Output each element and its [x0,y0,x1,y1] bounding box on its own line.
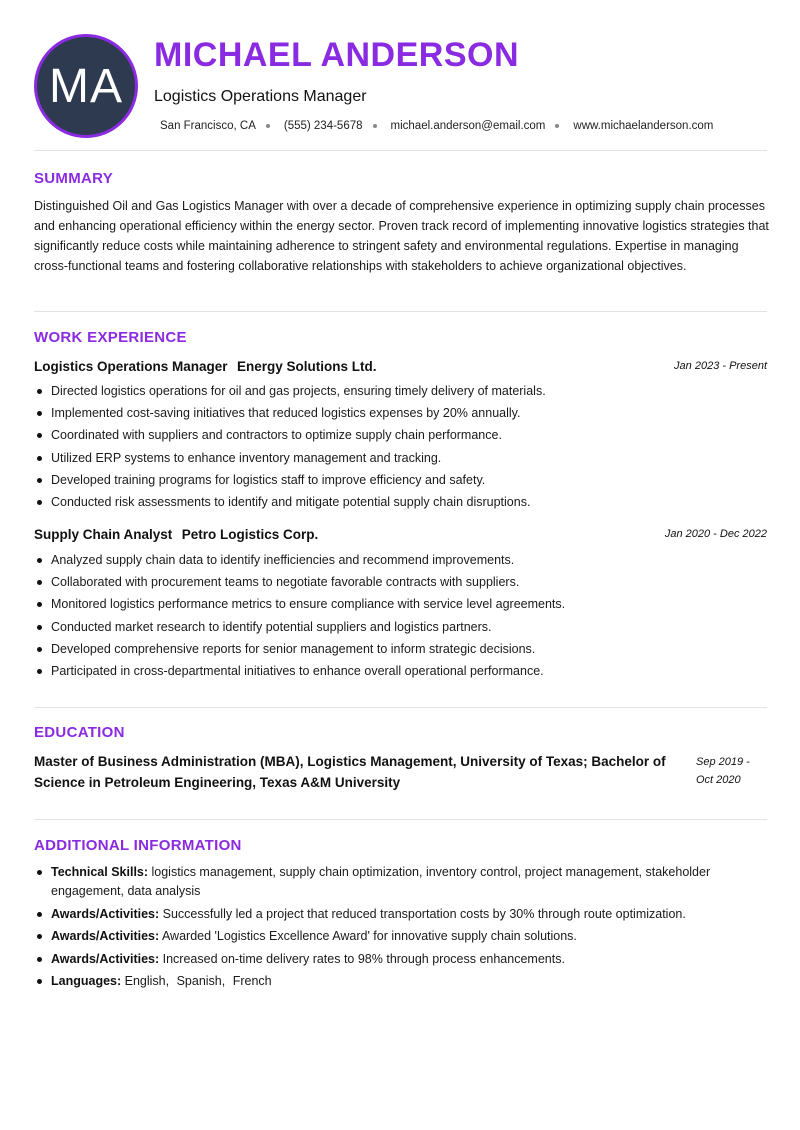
language: Spanish, [173,974,226,988]
item-label: Awards/Activities: [51,951,160,966]
separator-dot [555,124,559,128]
job-bullets [34,549,767,682]
language: English, [121,974,170,988]
item-label: Awards/Activities: [51,929,160,943]
divider [34,150,767,151]
list-item: Coordinated with suppliers and contractors to optimize supply chain performance. [34,424,767,446]
job-header [34,358,767,376]
list-item: Directed logistics operations for oil and gas projects, ensuring timely delivery of materials. [34,380,767,402]
item-text: Increased on-time delivery rates to 98% through process enhancements. [159,951,565,966]
item-label: Awards/Activities: [51,906,160,921]
contact-phone: (555) 234-5678 [283,120,363,132]
contact-website[interactable]: www.michaelanderson.com [573,120,714,132]
avatar-initials: MA [49,59,123,113]
additional-list [34,863,767,995]
list-item: Conducted market research to identify potential suppliers and logistics partners. [34,616,767,638]
education-heading: EDUCATION [34,724,125,741]
language: French [229,974,272,988]
list-item: Utilized ERP systems to enhance inventory management and tracking. [34,447,767,469]
education-dates [696,753,768,789]
list-item [34,863,767,901]
divider [34,311,767,312]
additional-heading: ADDITIONAL INFORMATION [34,837,242,854]
list-item [34,927,767,946]
list-item: Implemented cost-saving initiatives that reduced logistics expenses by 20% annually. [34,402,767,424]
job-dates: Jan 2020 - Dec 2022 [664,528,767,540]
summary-heading: SUMMARY [34,170,114,187]
job-company: Energy Solutions Ltd. [237,359,377,374]
separator-dot [266,124,270,128]
education-date-end: Oct 2020 [696,774,741,786]
item-text: Successfully led a project that reduced transportation costs by 30% through route optimization. [159,906,686,921]
languages-label: Languages: [51,974,122,988]
job-dates: Jan 2023 - Present [674,360,767,372]
candidate-name: MICHAEL ANDERSON [154,36,520,74]
list-item: Participated in cross-departmental initiatives to enhance overall operational performance. [34,660,767,682]
divider [34,707,767,708]
list-item: Developed training programs for logistics staff to improve efficiency and safety. [34,469,767,491]
list-item: Developed comprehensive reports for senior management to inform strategic decisions. [34,638,767,660]
job-header [34,526,767,544]
languages-item [34,972,767,991]
list-item: Conducted risk assessments to identify and mitigate potential supply chain disruptions. [34,491,767,513]
contact-row [160,120,713,132]
contact-location: San Francisco, CA [160,120,256,132]
job-role: Logistics Operations Manager [34,359,228,374]
education-degree: Master of Business Administration (MBA), Logistics Management, University of Texas; Bachelor of Science in Petroleum Engineering, Texas A&M University [34,754,666,790]
list-item [34,905,767,924]
experience-heading: WORK EXPERIENCE [34,329,187,346]
list-item [34,950,767,969]
job-bullets [34,380,767,513]
resume-header [0,0,800,150]
item-text: Awarded 'Logistics Excellence Award' for innovative supply chain solutions. [159,929,577,943]
list-item: Monitored logistics performance metrics to ensure compliance with service level agreements. [34,593,767,615]
divider [34,819,767,820]
summary-text: Distinguished Oil and Gas Logistics Manager with over a decade of comprehensive experience in optimizing supply chain processes and enhancing operational efficiency within the energy sector. Proven track record of implementing innovative logistics strategies that significantly reduce costs while maintaining adherence to stringent safety and environmental regulations. Expertise in managing cross-functional teams and fostering collaborative relationships with stakeholders to achieve organizational objectives. [34,199,769,273]
list-item: Analyzed supply chain data to identify inefficiencies and recommend improvements. [34,549,767,571]
avatar [34,34,138,138]
job-company: Petro Logistics Corp. [181,527,319,542]
item-text: logistics management, supply chain optimization, inventory control, project management, stakeholder engagement, data analysis [51,865,711,898]
list-item: Collaborated with procurement teams to negotiate favorable contracts with suppliers. [34,571,767,593]
separator-dot [373,124,377,128]
candidate-title: Logistics Operations Manager [154,88,367,105]
job-role: Supply Chain Analyst [34,527,173,542]
contact-email[interactable]: michael.anderson@email.com [390,120,546,132]
item-label: Technical Skills: [51,865,149,879]
education-date-start: Sep 2019 - [696,756,750,768]
